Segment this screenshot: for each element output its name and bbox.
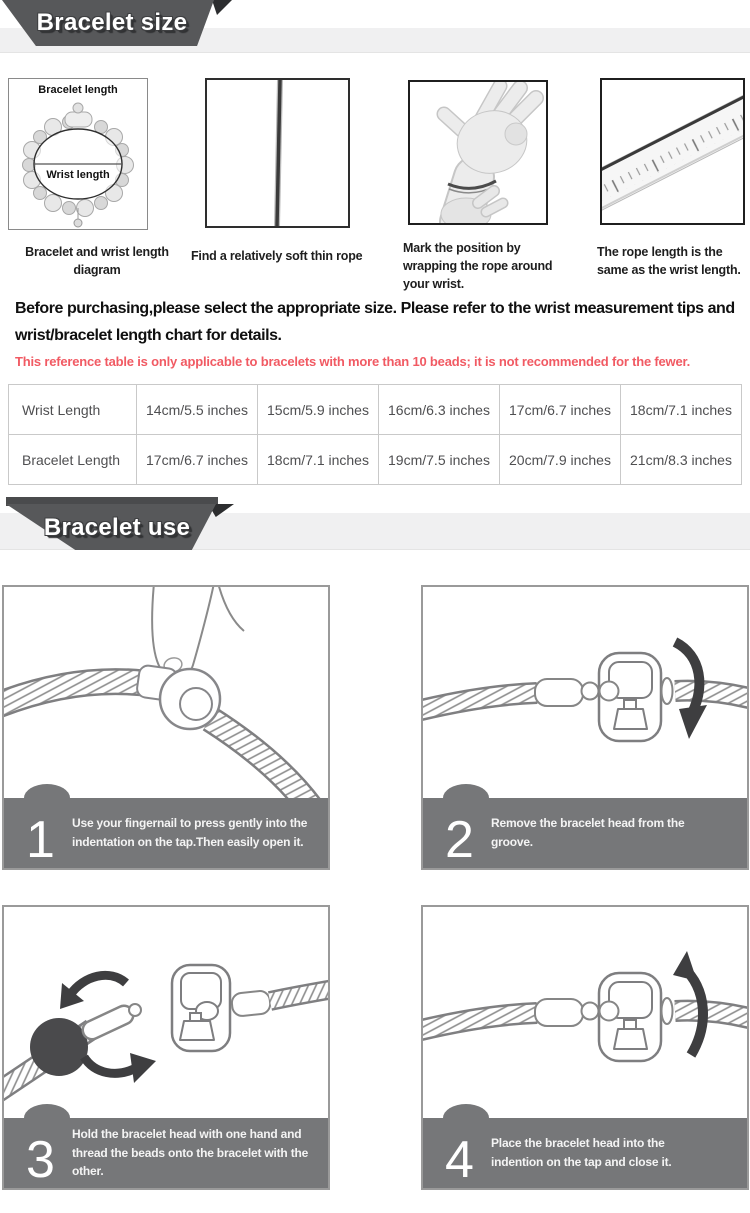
wrist-wrap-illustration [410,82,546,223]
table-row-bracelet [9,435,742,485]
table-cell: 18cm/7.1 inches [258,435,379,485]
step-1-text: Use your fingernail to press gently into the indentation on the tap.Then easily open it. [72,816,308,849]
figure-caption-ruler: The rope length is the same as the wrist length. [597,245,741,278]
table-cell: 18cm/7.1 inches [621,385,742,435]
close-clasp-illustration [423,907,747,1120]
step-2-text: Remove the bracelet head from the groove. [491,816,685,849]
section-title-size: Bracelet size [36,9,188,36]
step-4-number: 4 [445,1131,474,1189]
table-cell: 17cm/6.7 inches [500,385,621,435]
step-card-2 [421,585,749,870]
step-card-1 [2,585,330,870]
bracelet-diagram-illustration [9,79,147,229]
table-cell: 15cm/5.9 inches [258,385,379,435]
thin-rope-figure [205,78,350,228]
ribbon-fold-triangle [212,0,232,15]
table-cell: 14cm/5.5 inches [137,385,258,435]
wrist-wrap-figure [408,80,548,225]
ruler-figure [600,78,745,225]
step-3-number: 3 [26,1131,55,1189]
step-3-art [4,907,328,1120]
step-2-art [423,587,747,800]
reference-table-warning: This reference table is only applicable to bracelets with more than 10 beads; it is not recommended for the fewer. [15,354,691,369]
table-cell: 19cm/7.5 inches [379,435,500,485]
usage-steps-grid [0,559,750,1190]
remove-head-illustration [423,587,747,800]
step-4-text: Place the bracelet head into the indention on the tap and close it. [491,1136,672,1169]
section-title-use: Bracelet use [43,514,191,541]
figure-caption-rope: Find a relatively soft thin rope [191,249,363,263]
wrist-bracelet-size-table [8,384,742,485]
step-4-art [423,907,747,1120]
wrist-length-label: Wrist length [46,169,110,181]
table-row-wrist [9,385,742,435]
table-cell: 17cm/6.7 inches [137,435,258,485]
size-selection-headline: Before purchasing,please select the appropriate size. Please refer to the wrist measurement tips and wrist/bracelet length chart for details. [15,300,735,344]
step-card-4 [421,905,749,1190]
thread-beads-illustration [4,907,328,1120]
step-1-number: 1 [26,811,55,869]
row-label: Wrist Length [9,385,137,435]
measurement-guide-row [0,57,750,293]
step-2-number: 2 [445,811,474,869]
row-label: Bracelet Length [9,435,137,485]
bracelet-use-section-header [0,497,750,559]
figure-caption-diagram: Bracelet and wrist length diagram [25,245,169,278]
table-cell: 20cm/7.9 inches [500,435,621,485]
thin-rope-illustration [207,80,348,226]
figure-caption-wrap: Mark the position by wrapping the rope around your wrist. [403,241,553,292]
ruler-illustration [602,80,743,223]
step-card-3 [2,905,330,1190]
bracelet-length-label: Bracelet length [38,84,118,96]
press-clasp-illustration [4,587,328,800]
step-3-text: Hold the bracelet head with one hand and thread the beads onto the bracelet with the other. [72,1127,309,1179]
table-cell: 21cm/8.3 inches [621,435,742,485]
bracelet-diagram-figure [8,78,148,230]
step-1-art [4,587,328,800]
table-cell: 16cm/6.3 inches [379,385,500,435]
bracelet-size-section-header [0,0,750,57]
